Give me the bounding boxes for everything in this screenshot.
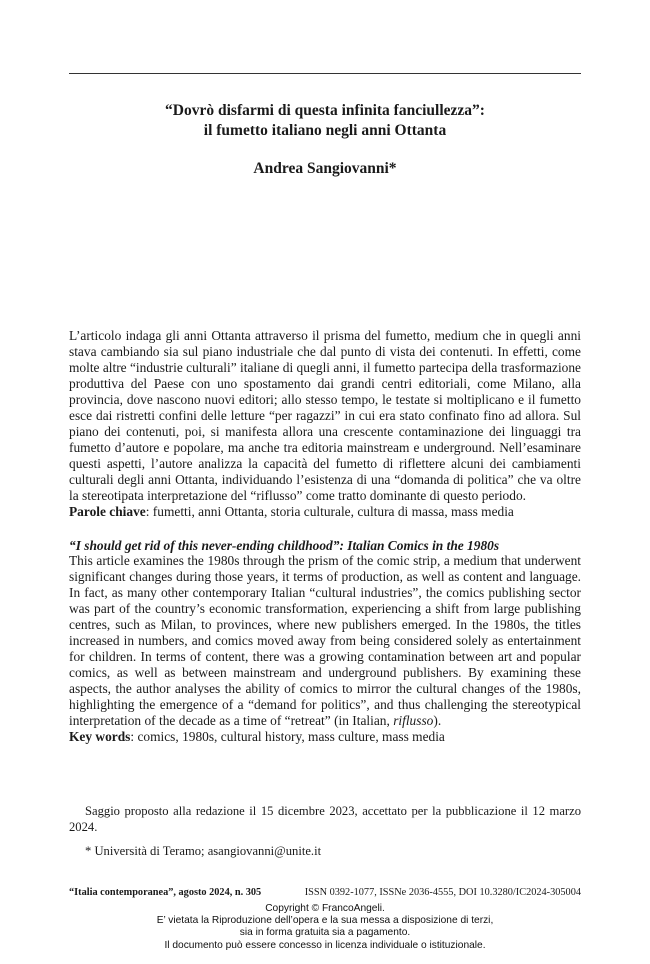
- journal-citation: “Italia contemporanea”, agosto 2024, n. 305: [69, 887, 262, 898]
- keywords-english: [69, 729, 581, 745]
- copyright-line-2: E’ vietata la Riproduzione dell’opera e la sua messa a disposizione di terzi,: [156, 915, 494, 927]
- title-line-1: “Dovrò disfarmi di questa infinita fanciullezza”:: [165, 102, 485, 119]
- copyright-notice: [0, 903, 650, 952]
- header-rule: [69, 73, 581, 74]
- copyright-line-1: Copyright © FrancoAngeli.: [265, 903, 385, 914]
- copyright-line-3: sia in forma gratuita sia a pagamento.: [239, 927, 411, 939]
- keywords-english-label: Key words: [69, 729, 131, 744]
- copyright-line-4: Il documento può essere concesso in licenza individuale o istituzionale.: [164, 939, 486, 951]
- journal-identifiers: ISSN 0392-1077, ISSNe 2036-4555, DOI 10.3280/IC2024-305004: [304, 887, 581, 898]
- author-name: Andrea Sangiovanni*: [253, 160, 397, 177]
- english-title: “I should get rid of this never-ending childhood”: Italian Comics in the 1980s: [69, 538, 500, 553]
- abstract-english-end: ).: [433, 713, 442, 728]
- page-footer: [69, 886, 581, 899]
- abstract-english-italic-term: riflusso: [393, 713, 434, 728]
- keywords-italian-label: Parole chiave: [69, 504, 146, 519]
- keywords-italian: [69, 504, 581, 520]
- abstract-english: [69, 553, 581, 745]
- abstract-italian: [69, 328, 581, 520]
- title-line-2: il fumetto italiano negli anni Ottanta: [203, 122, 447, 139]
- submission-note: Saggio proposto alla redazione il 15 dicembre 2023, accettato per la pubblicazione il 12 marzo 2024.: [69, 804, 581, 834]
- article-title: [69, 101, 581, 141]
- affiliation-note: * Università di Teramo; asangiovanni@unite.it: [85, 844, 322, 858]
- keywords-english-list: : comics, 1980s, cultural history, mass culture, mass media: [130, 729, 445, 744]
- keywords-italian-list: : fumetti, anni Ottanta, storia culturale, cultura di massa, mass media: [145, 504, 514, 519]
- abstract-english-text: [69, 553, 581, 729]
- abstract-italian-text: L’articolo indaga gli anni Ottanta attraverso il prisma del fumetto, medium che in quegli anni stava cambiando sia sul piano industriale che dal punto di vista dei contenuti. In effetti, come molte altre “industrie culturali” italiane di quegli anni, il fumetto partecipa della trasformazione produttiva del Paese con uno spostamento dai grandi centri editoriali, come Milano, alla provincia, dove nascono nuovi editori; allo stesso tempo, le testate si moltiplicano e il fumetto esce dai ristretti confini delle letture “per ragazzi” in cui era stato confinato fino ad allora. Sul piano dei contenuti, poi, si manifesta allora una crescente contaminazione dei linguaggi tra fumetto d’autore e popolare, ma anche tra editoria mainstream e underground. Nell’esaminare questi aspetti, l’autore analizza la capacità del fumetto di riflettere alcuni dei cambiamenti culturali degli anni Ottanta, individuando l’esistenza di una “domanda di politica” che va oltre la stereotipata interpretazione del “riflusso” come tratto dominante di questo periodo.: [69, 328, 581, 503]
- abstract-english-main: This article examines the 1980s through the prism of the comic strip, a medium that underwent significant changes during those years, it terms of production, as well as content and language. In fact, as many other contemporary Italian “cultural industries”, the comics publishing sector was part of the country’s economic transformation, experiencing a shift from large publishing centres, such as Milan, to provinces, where new publishers emerged. In the 1980s, the titles increased in numbers, and comics moved away from being considered solely as entertainment for children. In terms of content, there was a growing contamination between art and popular comics, as well as between mainstream and underground publishers. By examining these aspects, the author analyses the ability of comics to mirror the cultural changes of the 1980s, highlighting the emergence of a “demand for politics”, and thus challenging the stereotypical interpretation of the decade as a time of “retreat” (in Italian,: [69, 553, 581, 728]
